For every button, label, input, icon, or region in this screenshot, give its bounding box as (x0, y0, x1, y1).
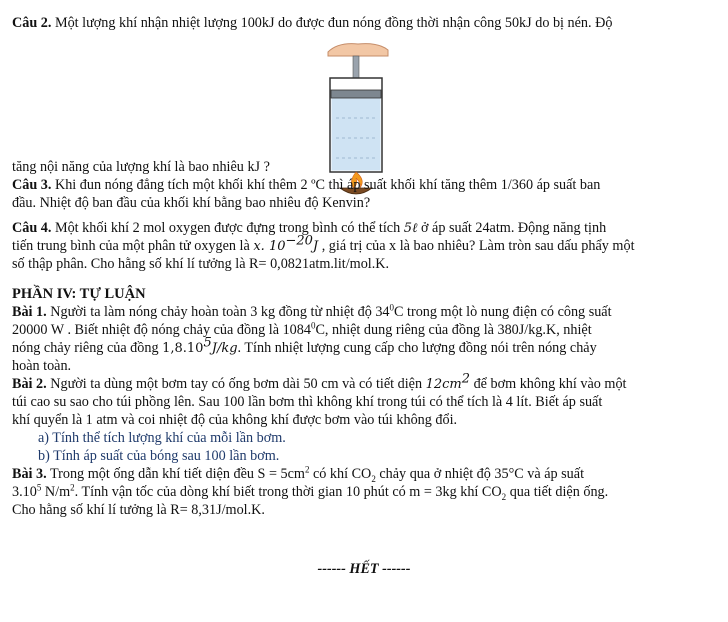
b1-degree-2: 0 (310, 320, 316, 331)
b3-text-1c: chảy qua ở nhiệt độ 35°C và áp suất (375, 466, 585, 482)
b3-text-2d: qua tiết diện ống. (506, 484, 609, 500)
b1-text-2b: C, nhiệt dung riêng của đồng là 380J/kg.K, nhiệt (315, 322, 592, 338)
q4-line-3: số thập phân. Cho hằng số khí lí tưởng là R= 0,0821atm.lit/mol.K. (12, 256, 390, 272)
b1-line-3 (12, 335, 597, 358)
b3-co2-sub-2: 2 (501, 491, 507, 502)
b1-latent-value: 1,8.10 (162, 341, 204, 356)
b2-line-3: khí quyển là 1 atm và coi nhiệt độ của không khí được bơm vào túi không đổi. (12, 412, 458, 428)
b1-text-1a: Người ta làm nóng chảy hoàn toàn 3 kg đồng từ nhiệt độ 34 (46, 304, 390, 320)
q2-line-2: tăng nội năng của lượng khí là bao nhiêu kJ ? (12, 159, 270, 175)
q2-text-1: Một lượng khí nhận nhiệt lượng 100kJ do được đun nóng đồng thời nhận công 50kJ do bị nén. Độ (51, 15, 613, 31)
b2-area-exp: 2 (461, 371, 471, 387)
end-marker: ------ HẾT ------ (317, 561, 411, 577)
b3-p-exp: 5 (36, 482, 42, 493)
q3-line-2: đầu. Nhiệt độ ban đầu của khối khí bằng bao nhiêu độ Kenvin? (12, 195, 371, 211)
b1-line-4: hoàn toàn. (12, 358, 72, 374)
b1-degree-1: 0 (389, 302, 395, 313)
b2-label: Bài 2. (12, 376, 47, 392)
piston-head (331, 90, 381, 98)
b2-area: 12cm (425, 377, 462, 392)
b2-part-a: a) Tính thể tích lượng khí của mỗi lần bơm. (38, 430, 286, 446)
q3-label: Câu 3. (12, 177, 52, 193)
q4-volume: 5ℓ (403, 221, 418, 236)
b3-s-exp: 2 (304, 464, 310, 475)
b1-line-1 (12, 303, 612, 321)
q4-text-2a: tiến trung bình của một phân tử oxygen là (12, 238, 254, 254)
q4-label: Câu 4. (12, 220, 52, 236)
b3-text-1a: Trong một ống dẫn khí tiết diện đều S = 5cm (46, 466, 305, 482)
piston-heating-illustration (318, 38, 394, 198)
b3-line-2 (12, 483, 608, 501)
q3-line-1 (12, 176, 600, 194)
b3-unit-exp: 2 (70, 482, 75, 493)
b2-line-2: túi cao su sao cho túi phồng lên. Sau 100 lần bơm thì không khí trong túi có thể tích là 4 lít. Biết áp suất (12, 394, 603, 410)
q3-text-1: Khi đun nóng đẳng tích một khối khí thêm 2 ºC thì áp suất khối khí tăng thêm 1/360 áp suất ban (51, 177, 601, 193)
b1-text-1b: C trong một lò nung điện có công suất (394, 304, 612, 320)
b3-text-2c: . Tính vận tốc của dòng khí biết trong thời gian 10 phút có m = 3kg khí CO (74, 484, 502, 500)
q4-text-1a: Một khối khí 2 mol oxygen được đựng trong bình có thể tích (51, 220, 404, 236)
q2-label: Câu 2. (12, 15, 52, 31)
b2-text-1b: để bơm không khí vào một (470, 376, 627, 392)
b3-line-1 (12, 465, 584, 483)
b1-latent-exp: 5 (203, 335, 212, 351)
b3-label: Bài 3. (12, 466, 47, 482)
section-heading: PHẦN IV: TỰ LUẬN (12, 286, 146, 302)
gas-region (332, 98, 381, 171)
b1-text-2a: 20000 W . Biết nhiệt độ nóng chảy của đồng là 1084 (12, 322, 311, 338)
b1-line-2 (12, 321, 592, 339)
b1-label: Bài 1. (12, 304, 47, 320)
b2-part-b: b) Tính áp suất của bóng sau 100 lần bơm. (38, 448, 280, 464)
hand-icon (328, 44, 388, 56)
q4-exponent: −20 (285, 233, 313, 249)
b3-line-3: Cho hằng số khí lí tưởng là R= 8,31J/mol.K. (12, 502, 265, 518)
b1-text-3b: . Tính nhiệt lượng cung cấp cho lượng đồng nói trên nóng chảy (237, 340, 597, 356)
b2-text-1a: Người ta dùng một bơm tay có ống bơm dài 50 cm và có tiết diện (46, 376, 426, 392)
b3-text-2a: 3.10 (12, 484, 37, 500)
b2-line-1 (12, 371, 627, 394)
q4-line-2 (12, 233, 635, 256)
b1-latent-unit: J/kg (211, 341, 238, 356)
b3-text-1b: có khí CO (309, 466, 372, 482)
b3-text-2b: N/m (41, 484, 71, 500)
b1-text-3a: nóng chảy riêng của đồng (12, 340, 163, 356)
q4-text-2b: , giá trị của x là bao nhiêu? Làm tròn sau dấu phẩy một (318, 238, 635, 254)
q4-unit: J (312, 239, 319, 254)
b3-co2-sub-1: 2 (371, 473, 376, 484)
q4-text-1b: ở áp suất 24atm. Động năng tịnh (417, 220, 607, 236)
q4-expression: x. 10 (253, 239, 286, 254)
q2-line-1 (12, 14, 612, 32)
